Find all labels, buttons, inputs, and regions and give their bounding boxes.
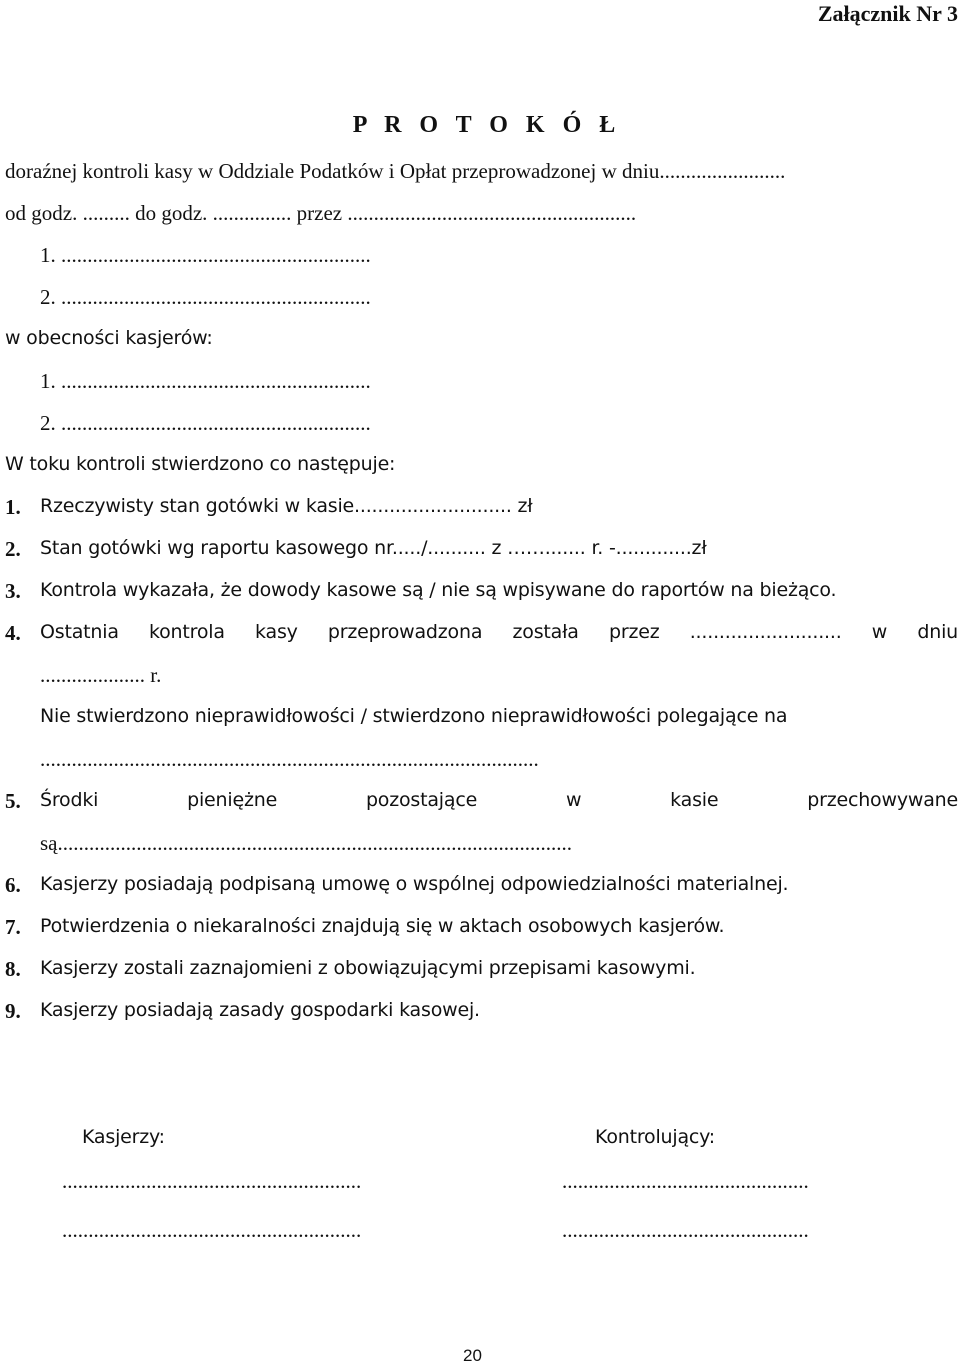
inspector-signature-line-1: ............................................... [562, 1169, 809, 1193]
item-5-word: Środki [40, 789, 99, 811]
item-5-continuation: są.................................................................................................. [40, 831, 572, 855]
item-7-number: 7. [5, 915, 21, 939]
item-9-number: 9. [5, 999, 21, 1023]
cashiers-signature-label: Kasjerzy: [82, 1126, 165, 1148]
item-5-word: kasie [670, 789, 719, 811]
item-4-word: została [512, 621, 579, 643]
inspector-signature-line-2: ............................................... [562, 1218, 809, 1242]
item-3-text: Kontrola wykazała, że dowody kasowe są / nie są wpisywane do raportów na bieżąco. [40, 579, 837, 601]
item-4-word: kontrola [149, 621, 225, 643]
intro-line-7: 2. ........................................................... [40, 411, 371, 435]
item-4-continuation: .................... r. [40, 663, 162, 687]
item-1-text: Rzeczywisty stan gotówki w kasie........................... zł [40, 495, 533, 517]
item-7-text: Potwierdzenia o niekaralności znajdują się w aktach osobowych kasjerów. [40, 915, 725, 937]
item-5-word: pieniężne [187, 789, 278, 811]
document-title: P R O T O K Ó Ł [352, 112, 622, 138]
item-5-text [40, 788, 958, 812]
item-4-word: w [871, 621, 888, 643]
item-5-word: przechowywane [807, 789, 958, 811]
intro-line-4: 2. ........................................................... [40, 285, 371, 309]
item-4-number: 4. [5, 621, 21, 645]
item-2-number: 2. [5, 537, 21, 561]
item-1-number: 1. [5, 495, 21, 519]
cashier-signature-line-1: ......................................................... [62, 1169, 362, 1193]
item-4-word: Ostatnia [40, 621, 119, 643]
item-2-text: Stan gotówki wg raportu kasowego nr...../.......... z ……....... r. -.............zł [40, 537, 707, 559]
cashier-signature-line-2: ......................................................... [62, 1218, 362, 1242]
item-5-word: w [565, 789, 582, 811]
item-8-number: 8. [5, 957, 21, 981]
intro-line-6: 1. ........................................................... [40, 369, 371, 393]
intro-line-1: doraźnej kontroli kasy w Oddziale Podatków i Opłat przeprowadzonej w dniu........................ [5, 159, 786, 183]
intro-line-3: 1. ........................................................... [40, 243, 371, 267]
item-8-text: Kasjerzy zostali zaznajomieni z obowiązującymi przepisami kasowymi. [40, 957, 696, 979]
item-5-word: pozostające [365, 789, 478, 811]
annex-label: Załącznik Nr 3 [817, 1, 958, 26]
item-4-findings: Nie stwierdzono nieprawidłowości / stwierdzono nieprawidłowości polegające na [40, 705, 788, 727]
item-3-number: 3. [5, 579, 21, 603]
intro-line-5: w obecności kasjerów: [5, 327, 213, 349]
item-4-findings-dots: ............................................................................................... [40, 747, 539, 771]
item-4-word: przeprowadzona [327, 621, 483, 643]
item-4-text [40, 620, 958, 644]
item-4-word: .......................... [689, 621, 842, 643]
item-6-number: 6. [5, 873, 21, 897]
item-4-word: przez [608, 621, 660, 643]
intro-line-2: od godz. ......... do godz. ............... przez ....................................................... [5, 201, 637, 225]
inspectors-signature-label: Kontrolujący: [595, 1126, 716, 1148]
item-4-word: kasy [255, 621, 298, 643]
item-6-text: Kasjerzy posiadają podpisaną umowę o wspólnej odpowiedzialności materialnej. [40, 873, 789, 895]
intro-line-8: W toku kontroli stwierdzono co następuje: [5, 453, 396, 475]
item-9-text: Kasjerzy posiadają zasady gospodarki kasowej. [40, 999, 480, 1021]
item-5-number: 5. [5, 789, 21, 813]
item-4-word: dniu [917, 621, 958, 643]
page-number: 20 [463, 1346, 482, 1365]
